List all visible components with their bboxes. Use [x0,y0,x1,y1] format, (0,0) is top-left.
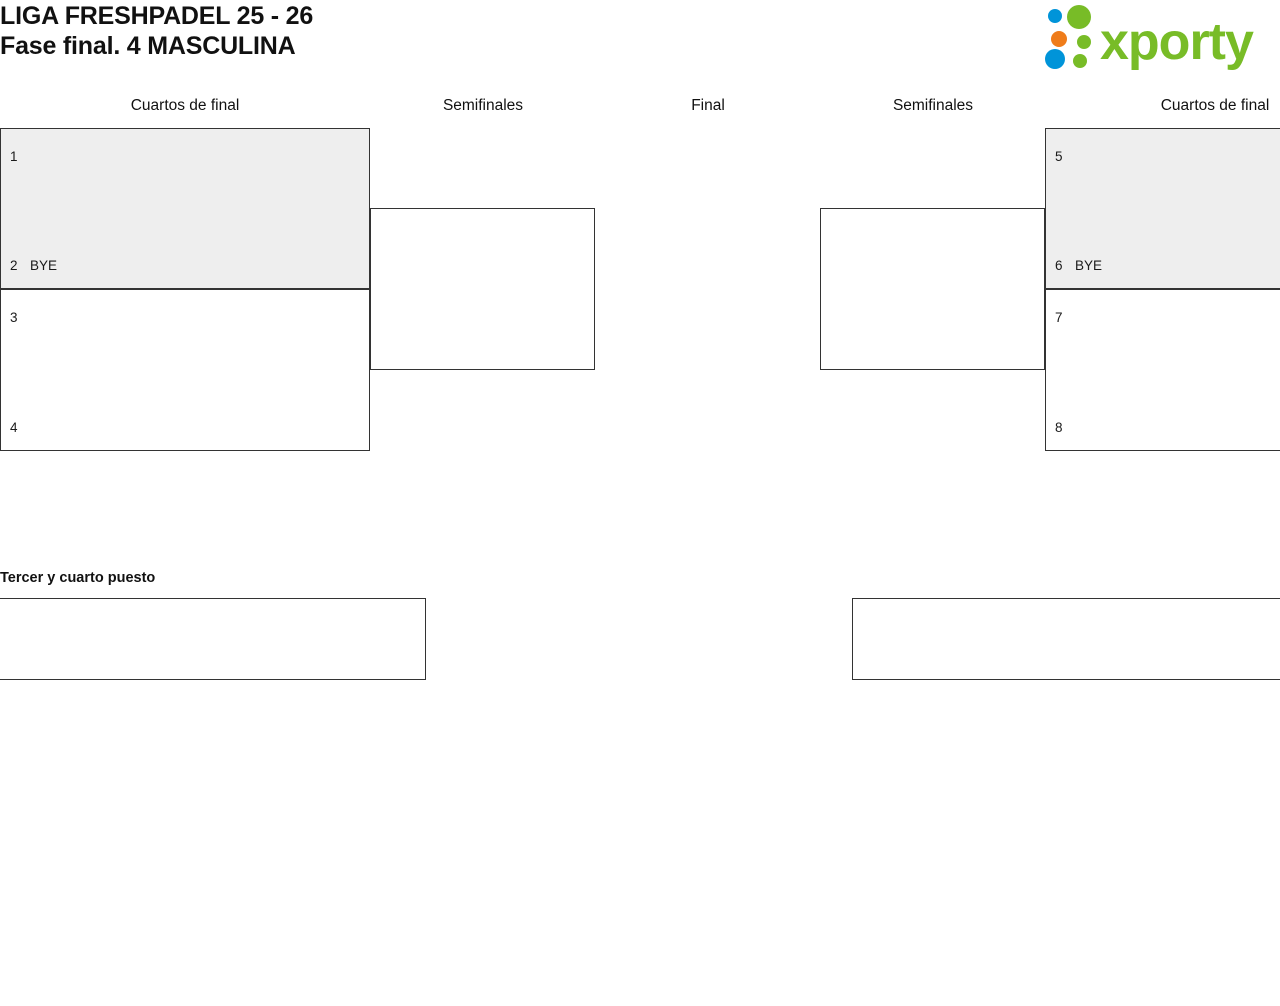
match-semifinal-right[interactable] [820,208,1045,370]
match-slot [1,308,369,326]
match-third-place-right[interactable] [852,598,1280,680]
match-slot [1,256,369,274]
round-label-final: Final [691,97,725,114]
round-label-cuartos-left: Cuartos de final [130,97,240,114]
match-slot [853,655,1280,673]
match-slot [0,607,425,625]
match-qf-right-2[interactable] [1045,289,1280,451]
seed-number: 3 [10,309,18,325]
match-qf-right-1[interactable] [1045,128,1280,289]
match-slot [1046,147,1280,165]
round-label-semifinales-right: Semifinales [892,97,974,114]
seed-number: 4 [10,419,18,435]
round-label-semifinales-left: Semifinales [442,97,524,114]
svg-text:xporty: xporty [1100,13,1253,70]
match-slot [0,655,425,673]
player-name: BYE [1075,257,1103,273]
match-slot [821,337,1044,355]
round-label-cuartos-right: Cuartos de final [1160,97,1270,114]
match-qf-left-1[interactable] [0,128,370,289]
match-slot [1,147,369,165]
match-semifinal-left[interactable] [370,208,595,370]
match-slot [853,607,1280,625]
match-slot [1046,256,1280,274]
match-slot [371,227,594,245]
match-slot [1046,308,1280,326]
player-name: BYE [30,257,58,273]
title-line-2: Fase final. 4 MASCULINA [0,31,296,60]
match-slot [1046,418,1280,436]
match-third-place-left[interactable] [0,598,426,680]
seed-number: 8 [1055,419,1063,435]
match-slot [371,337,594,355]
third-place-label: Tercer y cuarto puesto [0,570,156,586]
title-line-1: LIGA FRESHPADEL 25 - 26 [0,2,314,30]
match-slot [821,227,1044,245]
seed-number: 5 [1055,148,1063,164]
match-slot [1,418,369,436]
seed-number: 6 [1055,257,1063,273]
match-qf-left-2[interactable] [0,289,370,451]
seed-number: 1 [10,148,18,164]
seed-number: 2 [10,257,18,273]
seed-number: 7 [1055,309,1063,325]
page-title [0,0,313,61]
xporty-logo [1042,4,1274,70]
